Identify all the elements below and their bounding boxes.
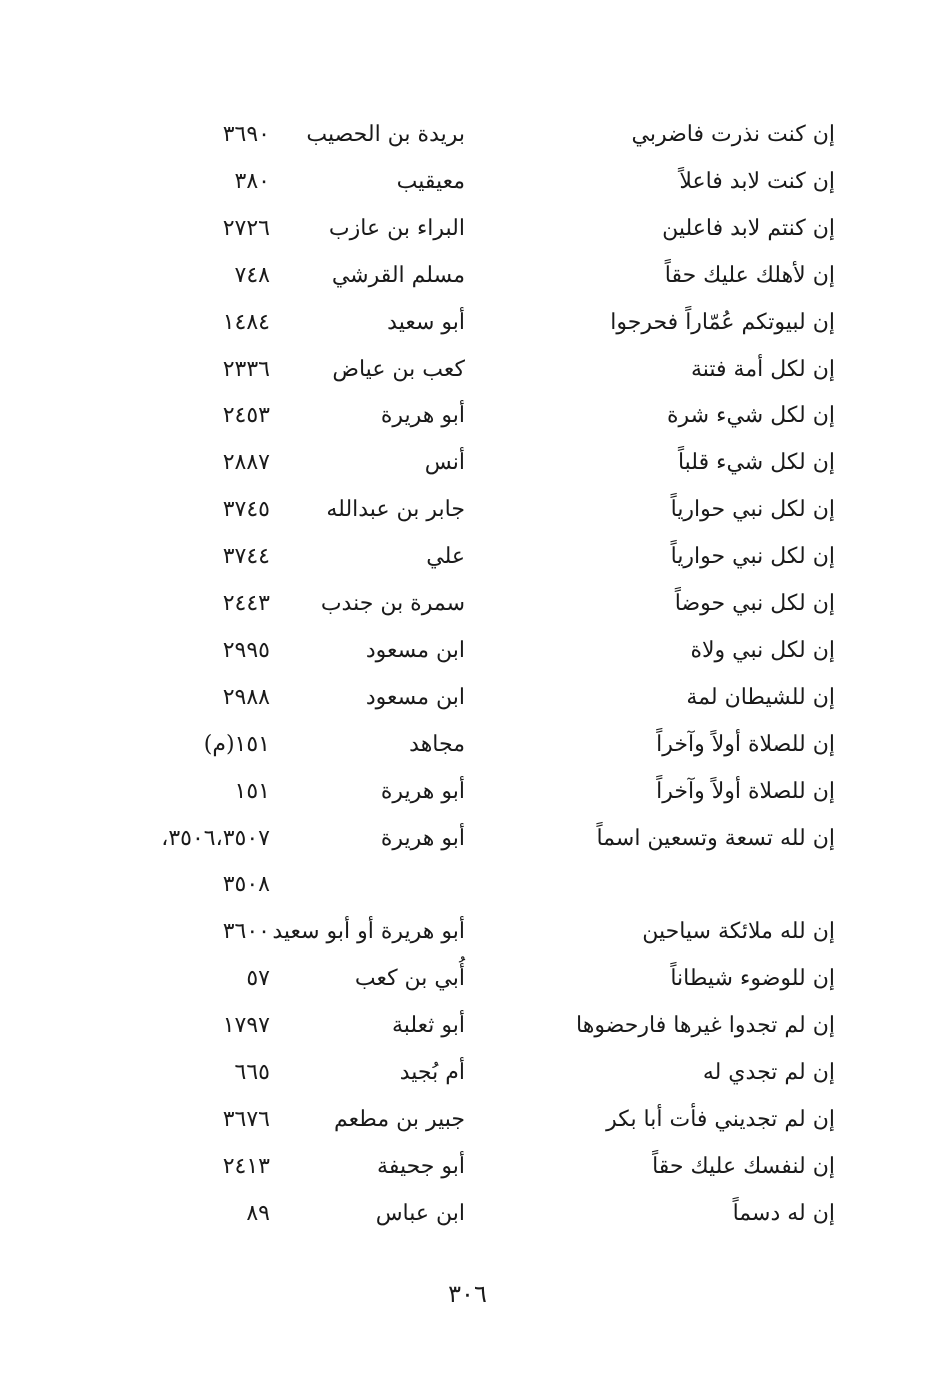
narrator-name: علي (426, 544, 465, 570)
hadith-number: ٢٩٩٥ (222, 637, 270, 663)
narrator-name: أبو ثعلبة (391, 1013, 465, 1039)
table-row (0, 1144, 935, 1190)
narrator-name: بريدة بن الحصيب (306, 122, 465, 147)
table-row (0, 628, 935, 674)
table-row (0, 347, 935, 393)
hadith-number: ٨٩ (246, 1200, 270, 1226)
narrator-name: مجاهد (409, 731, 465, 757)
hadith-number: ٣٦٧٦ (222, 1106, 270, 1132)
table-row (0, 487, 935, 533)
hadith-text: إن لكل نبي حوارياً (670, 497, 835, 523)
table-row (0, 206, 935, 252)
table-row (0, 393, 935, 439)
hadith-text: إن لكل أمة فتنة (690, 356, 835, 382)
narrator-name: سمرة بن جندب (320, 591, 465, 616)
hadith-text: إن لكل نبي حوضاً (674, 591, 835, 616)
table-row (0, 534, 935, 580)
narrator-name: أم بُجيد (399, 1060, 465, 1085)
table-row (0, 300, 935, 346)
hadith-number: ٥٧ (246, 966, 270, 992)
narrator-name: أبو سعيد (387, 309, 465, 335)
narrator-name: ابن عباس (375, 1200, 465, 1226)
narrator-name: جبير بن مطعم (334, 1106, 465, 1132)
hadith-number: ٢٤٥٣ (222, 403, 270, 429)
narrator-name: كعب بن عياض (332, 356, 465, 382)
table-row (0, 956, 935, 1002)
hadith-text: إن للصلاة أولاً وآخراً (656, 731, 835, 757)
hadith-text: إن لم تجديني فأت أبا بكر (606, 1106, 835, 1132)
hadith-number: ٢٧٢٦ (222, 215, 270, 241)
hadith-number: ٢٤٤٣ (222, 591, 270, 616)
hadith-text: إن كنت نذرت فاضربي (631, 122, 835, 147)
hadith-text: إن لكل نبي ولاة (690, 637, 835, 663)
table-row (0, 159, 935, 205)
hadith-number: ١٤٨٤ (222, 309, 270, 335)
table-row (0, 1097, 935, 1143)
hadith-text: إن لنفسك عليك حقاً (652, 1153, 835, 1179)
table-row (0, 769, 935, 815)
hadith-text: إن للوضوء شيطاناً (670, 966, 835, 992)
hadith-text: إن لكل شيء شرة (667, 403, 835, 429)
hadith-text: إن كنتم لابد فاعلين (662, 215, 835, 241)
hadith-text: إن للشيطان لمة (686, 684, 835, 710)
table-row (0, 862, 935, 908)
hadith-number: ٣٧٤٥ (222, 497, 270, 523)
hadith-text: إن لله تسعة وتسعين اسماً (596, 825, 835, 851)
narrator-name: أبو هريرة أو أبو سعيد (272, 919, 465, 945)
hadith-number: ٣٦٠٠ (222, 919, 270, 945)
hadith-text: إن كنت لابد فاعلاً (679, 168, 835, 194)
table-row (0, 581, 935, 627)
narrator-name: ابن مسعود (365, 637, 465, 663)
page-number: ٣٠٦ (448, 1280, 487, 1308)
hadith-number: ٢٩٨٨ (222, 684, 270, 710)
hadith-text: إن لبيوتكم عُمّاراً فحرجوا (610, 309, 835, 335)
hadith-number: ٢٤١٣ (222, 1153, 270, 1179)
narrator-name: أبو هريرة (380, 403, 465, 429)
table-row (0, 1003, 935, 1049)
hadith-text: إن لم تجدوا غيرها فارحضوها (576, 1013, 835, 1039)
hadith-number: ١٧٩٧ (222, 1013, 270, 1039)
hadith-text: إن له دسماً (732, 1200, 835, 1226)
hadith-number: ٣٦٩٠ (222, 122, 270, 147)
hadith-number: ٧٤٨ (234, 262, 270, 288)
hadith-text (435, 862, 835, 908)
hadith-number: ٣٥٠٨ (222, 872, 270, 898)
hadith-text: إن لكل نبي حوارياً (670, 544, 835, 570)
table-row (0, 440, 935, 486)
hadith-number: ٦٦٥ (234, 1060, 270, 1085)
hadith-number: ٣٥٠٦،٣٥٠٧، (161, 825, 270, 851)
narrator-name: أبو هريرة (380, 778, 465, 804)
narrator-name: معيقيب (396, 168, 465, 194)
table-row (0, 1191, 935, 1237)
hadith-text: إن لم تجدي له (702, 1060, 835, 1085)
table-row (0, 253, 935, 299)
hadith-number: ٢٣٣٦ (222, 356, 270, 382)
table-row (0, 112, 935, 158)
narrator-name: أبو جحيفة (377, 1153, 465, 1179)
narrator-name: أبو هريرة (380, 825, 465, 851)
hadith-number: ٢٨٨٧ (222, 450, 270, 476)
hadith-text: إن لكل شيء قلباً (677, 450, 835, 476)
table-row (0, 1050, 935, 1096)
hadith-number: ٣٨٠ (234, 168, 270, 194)
hadith-text: إن لأهلك عليك حقاً (664, 262, 835, 288)
hadith-text: إن للصلاة أولاً وآخراً (656, 778, 835, 804)
hadith-number: ٣٧٤٤ (222, 544, 270, 570)
narrator-name: ابن مسعود (365, 684, 465, 710)
table-row (0, 909, 935, 955)
table-row (0, 816, 935, 862)
hadith-text: إن لله ملائكة سياحين (642, 919, 835, 945)
hadith-number: ١٥١ (234, 778, 270, 804)
table-row (0, 675, 935, 721)
narrator-name: البراء بن عازب (328, 215, 465, 241)
narrator-name: جابر بن عبدالله (326, 497, 465, 523)
narrator-name: أنس (424, 450, 465, 476)
table-row (0, 722, 935, 768)
hadith-number: ١٥١(م) (203, 731, 270, 757)
narrator-name: أُبي بن كعب (354, 966, 465, 992)
narrator-name: مسلم القرشي (331, 262, 465, 288)
